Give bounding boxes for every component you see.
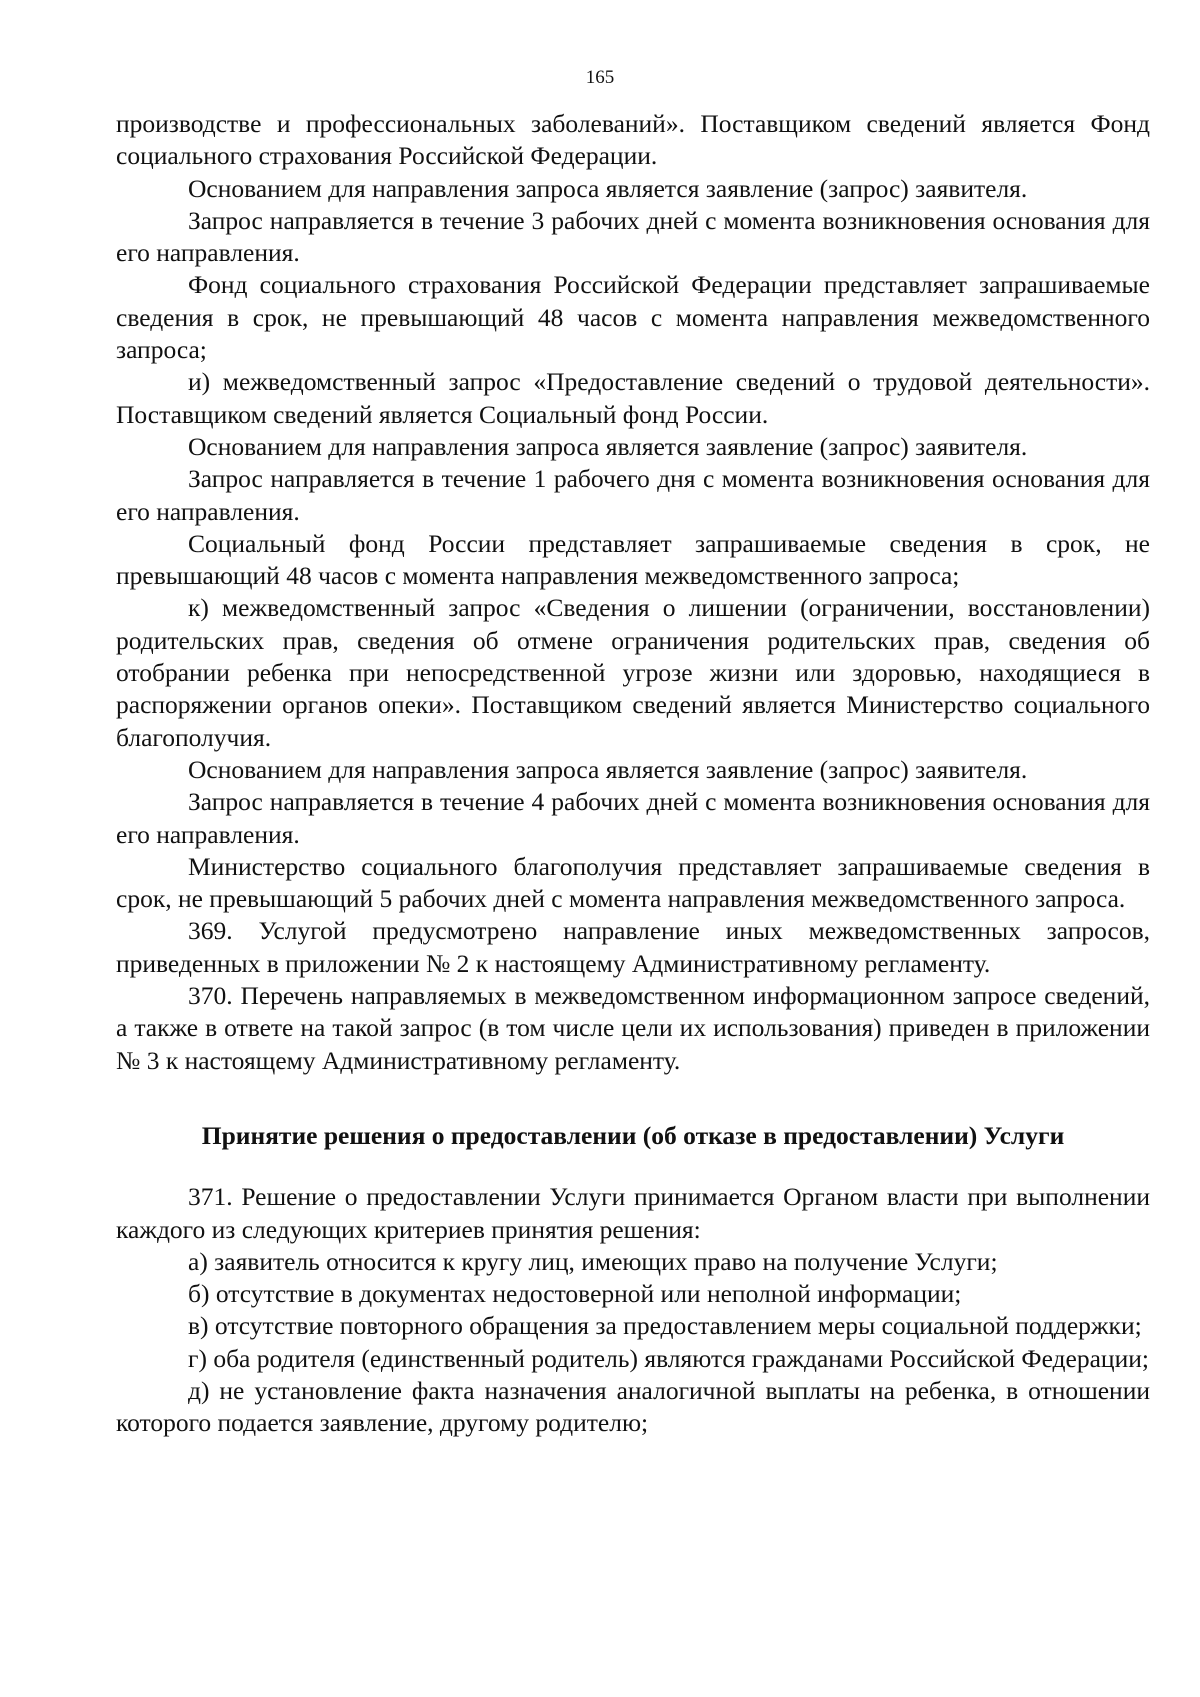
- paragraph: Запрос направляется в течение 3 рабочих дней с момента возникновения основания для его направления.: [116, 205, 1150, 268]
- paragraph: д) не установление факта назначения аналогичной выплаты на ребенка, в отношении которого подается заявление, другому родителю;: [116, 1375, 1150, 1438]
- paragraph: и) межведомственный запрос «Предоставление сведений о трудовой деятельности». Поставщиком сведений является Социальный фонд России.: [116, 367, 1150, 429]
- paragraph: 371. Решение о предоставлении Услуги принимается Органом власти при выполнении каждого из следующих критериев принятия решения:: [116, 1182, 1150, 1244]
- paragraph: б) отсутствие в документах недостоверной или неполной информации;: [188, 1279, 962, 1309]
- paragraph: Социальный фонд России представляет запрашиваемые сведения в срок, не превышающий 48 часов с момента направления межведомственного запроса;: [116, 528, 1150, 591]
- paragraph: г) оба родителя (единственный родитель) являются гражданами Российской Федерации;: [188, 1343, 1149, 1373]
- paragraph: 370. Перечень направляемых в межведомственном информационном запросе сведений, а также в ответе на такой запрос (в том числе цели их использования) приведен в приложении № 3 к настоящему Административному регламенту.: [116, 981, 1150, 1075]
- paragraph: Основанием для направления запроса является заявление (запрос) заявителя.: [188, 754, 1028, 784]
- paragraph: Министерство социального благополучия представляет запрашиваемые сведения в срок, не превышающий 5 рабочих дней с момента направления межведомственного запроса.: [116, 851, 1150, 914]
- paragraph: Фонд социального страхования Российской Федерации представляет запрашиваемые сведения в срок, не превышающий 48 часов с момента направления межведомственного запроса;: [116, 270, 1150, 365]
- paragraph: в) отсутствие повторного обращения за предоставлением меры социальной поддержки;: [188, 1311, 1142, 1341]
- paragraph: Основанием для направления запроса является заявление (запрос) заявителя.: [188, 431, 1028, 461]
- paragraph: а) заявитель относится к кругу лиц, имеющих право на получение Услуги;: [188, 1246, 998, 1276]
- document-body: [116, 108, 1150, 1440]
- page-number: 165: [585, 67, 615, 88]
- paragraph: Основанием для направления запроса является заявление (запрос) заявителя.: [188, 173, 1028, 203]
- paragraph: к) межведомственный запрос «Сведения о лишении (ограничении, восстановлении) родительских прав, сведения об отмене ограничения родительских прав, сведения об отобрании ребенка при непосредственной угрозе жизни или здоровью, находящиеся в распоряжении органов опеки». Поставщиком сведений является Министерство социального благополучия.: [116, 593, 1150, 752]
- section-heading: Принятие решения о предоставлении (об отказе в предоставлении) Услуги: [201, 1120, 1065, 1150]
- paragraph: Запрос направляется в течение 1 рабочего дня с момента возникновения основания для его направления.: [116, 464, 1150, 526]
- paragraph: 369. Услугой предусмотрено направление иных межведомственных запросов, приведенных в приложении № 2 к настоящему Административному регламенту.: [116, 916, 1150, 978]
- paragraph: производстве и профессиональных заболеваний». Поставщиком сведений является Фонд социального страхования Российской Федерации.: [116, 109, 1150, 171]
- paragraph: Запрос направляется в течение 4 рабочих дней с момента возникновения основания для его направления.: [116, 787, 1150, 849]
